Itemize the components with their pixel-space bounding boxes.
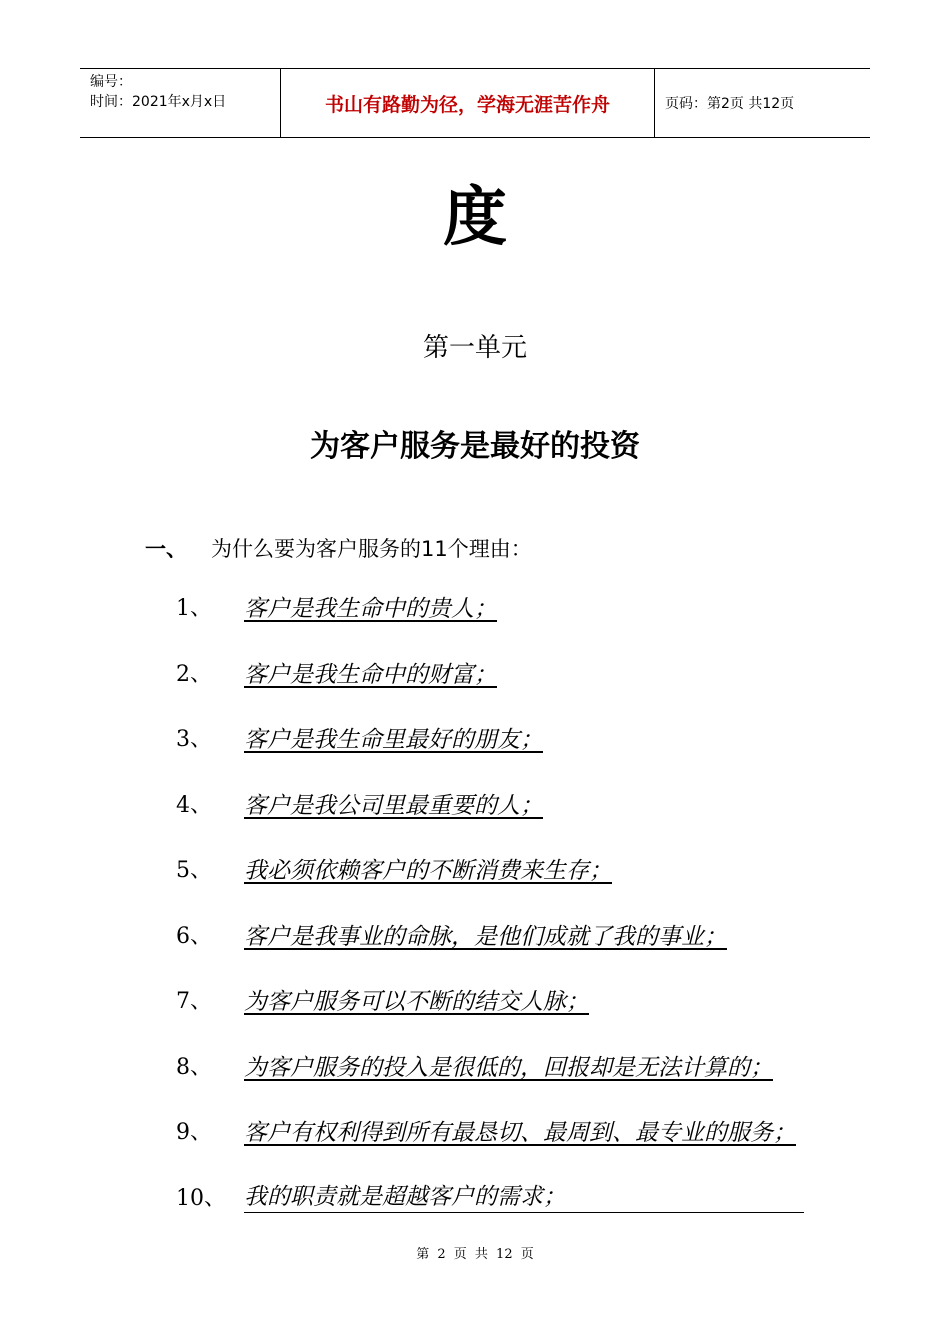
list-item — [176, 658, 804, 724]
list-item-text: 我必须依赖客户的不断消费来生存； — [244, 858, 612, 884]
list-item — [176, 1051, 804, 1117]
list-item-index: 5、 — [176, 858, 212, 883]
list-item-text: 客户是我公司里最重要的人； — [244, 792, 543, 819]
list-item-index: 9、 — [176, 1120, 212, 1145]
list-item — [176, 854, 804, 920]
list-item — [176, 1182, 804, 1248]
header-page-label: 页码：第2页 共12页 — [665, 96, 795, 112]
list-item — [176, 1116, 804, 1182]
header-page-cell — [655, 69, 870, 137]
reasons-list — [176, 592, 804, 1247]
header-motto: 书山有路勤为径，学海无涯苦作舟 — [324, 93, 610, 116]
list-item-text: 客户是我生命中的贵人； — [244, 596, 497, 622]
list-item-text: 客户是我事业的命脉，是他们成就了我的事业； — [244, 923, 727, 950]
page-header-table — [80, 68, 870, 138]
section-number: 一、 — [145, 537, 187, 561]
unit-label: 第一单元 — [422, 333, 527, 363]
list-item-index: 6、 — [176, 923, 212, 949]
large-heading-character: 度 — [443, 181, 507, 255]
list-item-index: 1、 — [176, 596, 212, 621]
list-item-text: 客户有权利得到所有最恳切、最周到、最专业的服务； — [244, 1120, 796, 1146]
list-item — [176, 920, 804, 986]
list-item-index: 10、 — [176, 1185, 226, 1211]
list-item-index: 8、 — [176, 1054, 212, 1080]
list-item-text: 客户是我生命中的财富； — [244, 661, 497, 688]
list-item — [176, 789, 804, 855]
section-text: 为什么要为客户服务的11个理由： — [211, 537, 532, 561]
list-item-text: 客户是我生命里最好的朋友； — [244, 727, 543, 753]
list-item-text: 为客户服务的投入是很低的，回报却是无法计算的； — [244, 1054, 773, 1081]
list-item-index: 7、 — [176, 989, 212, 1014]
list-item — [176, 723, 804, 789]
header-motto-cell — [281, 69, 655, 137]
header-meta-cell — [80, 69, 281, 137]
header-time-label: 时间：2021年x月x日 — [90, 94, 227, 110]
list-item-index: 3、 — [176, 727, 212, 752]
list-item-text: 为客户服务可以不断的结交人脉； — [244, 989, 589, 1015]
page-footer: 第 2 页 共 12 页 — [416, 1247, 534, 1262]
list-item-index: 2、 — [176, 661, 212, 687]
list-item — [176, 985, 804, 1051]
header-number-label: 编号： — [90, 74, 132, 90]
page-title: 为客户服务是最好的投资 — [310, 429, 640, 464]
section-heading — [145, 534, 532, 564]
list-item — [176, 592, 804, 658]
list-item-text: 我的职责就是超越客户的需求； — [244, 1182, 804, 1213]
list-item-index: 4、 — [176, 792, 212, 818]
